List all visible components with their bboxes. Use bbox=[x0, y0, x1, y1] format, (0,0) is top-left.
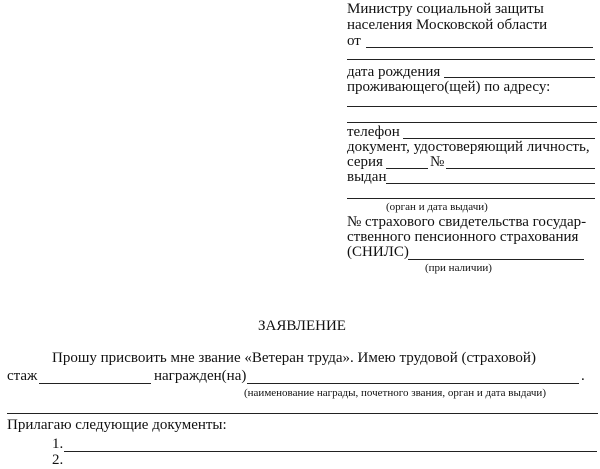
addressee-line-2: населения Московской области bbox=[347, 17, 548, 33]
request-text-line-1: Прошу присвоить мне звание «Ветеран труда». Имею трудовой (страховой) bbox=[52, 350, 536, 366]
number-field-line[interactable] bbox=[446, 168, 595, 169]
stazh-label: стаж bbox=[7, 368, 38, 384]
snils-label-line-3: (СНИЛС) bbox=[347, 244, 409, 260]
addressee-line-1: Министру социальной защиты bbox=[347, 1, 544, 17]
birth-date-label: дата рождения bbox=[347, 64, 441, 80]
awarded-label: награжден(на) bbox=[154, 368, 247, 384]
from-field-line[interactable] bbox=[366, 47, 593, 48]
series-label: серия bbox=[347, 154, 383, 170]
award-field-line-2[interactable] bbox=[7, 413, 598, 414]
award-field-line[interactable] bbox=[247, 383, 579, 384]
attachment-item-1-number: 1. bbox=[52, 436, 64, 452]
period: . bbox=[581, 368, 585, 384]
issued-field-line-2[interactable] bbox=[347, 198, 595, 199]
address-field-line-1[interactable] bbox=[347, 106, 597, 107]
snils-label-line-2: ственного пенсионного страхования bbox=[347, 229, 579, 245]
series-field-line[interactable] bbox=[386, 168, 428, 169]
from-field-line-2[interactable] bbox=[347, 59, 595, 60]
from-label: от bbox=[347, 33, 361, 49]
snils-hint: (при наличии) bbox=[425, 262, 492, 274]
issued-field-line[interactable] bbox=[386, 183, 595, 184]
snils-field-line[interactable] bbox=[408, 259, 584, 260]
snils-label-line-1: № страхового свидетельства государ- bbox=[347, 214, 587, 230]
issued-hint: (орган и дата выдачи) bbox=[386, 201, 488, 213]
address-field-line-2[interactable] bbox=[347, 122, 597, 123]
attachment-item-1-line[interactable] bbox=[64, 451, 597, 452]
number-label: № bbox=[430, 154, 445, 170]
id-document-label: документ, удостоверяющий личность, bbox=[347, 139, 590, 155]
award-hint: (наименование награды, почетного звания, орган и дата выдачи) bbox=[244, 387, 546, 399]
attachments-label: Прилагаю следующие документы: bbox=[7, 417, 227, 433]
document-title: ЗАЯВЛЕНИЕ bbox=[258, 318, 346, 334]
attachment-item-2-number: 2. bbox=[52, 452, 64, 468]
birth-date-field-line[interactable] bbox=[444, 77, 595, 78]
stazh-field-line[interactable] bbox=[39, 383, 151, 384]
address-label: проживающего(щей) по адресу: bbox=[347, 79, 551, 95]
phone-label: телефон bbox=[347, 124, 400, 140]
issued-label: выдан bbox=[347, 169, 387, 185]
